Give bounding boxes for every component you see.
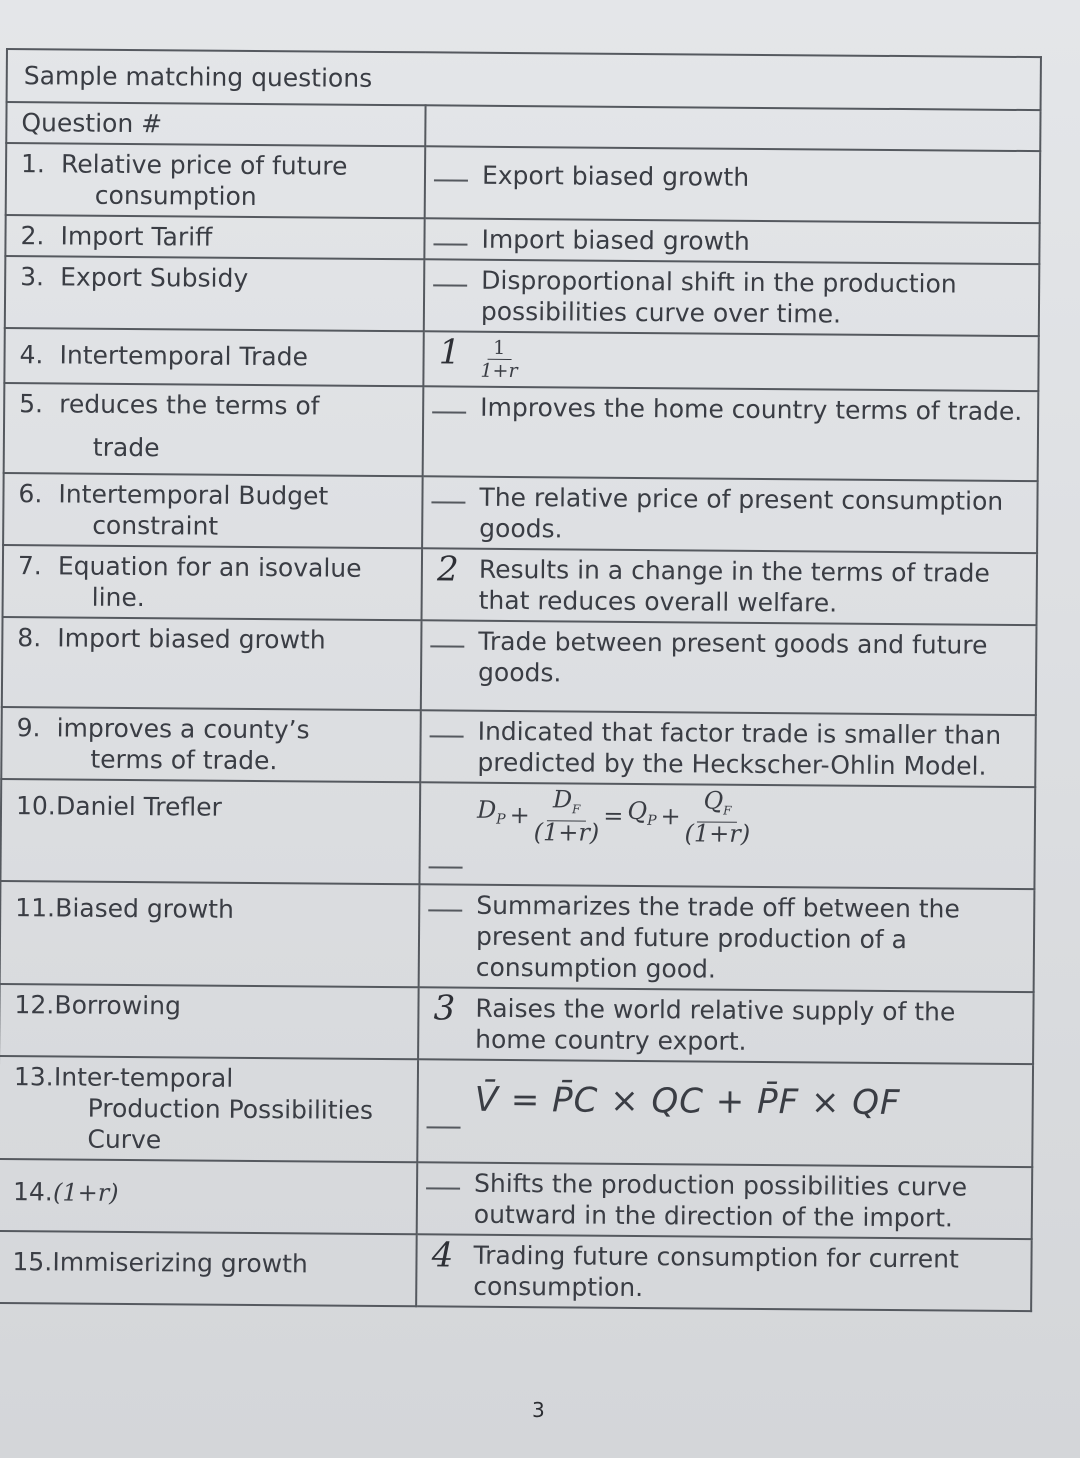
question-text-cont: trade [92,432,160,463]
question-text: (1+r) [52,1178,119,1207]
table-row [2,617,1037,715]
question-cell [3,545,423,620]
answer-cell [423,386,1039,481]
answer-blank[interactable] [434,159,468,181]
intertemporal-budget-equation: $D_P$ + $\frac{D_F}{(1+r)}$ = $Q_P$ + $\frac{Q_F}{(1+r)}$ [476,785,751,848]
table-row [0,984,1034,1064]
answer-blank[interactable] [431,481,465,503]
question-number: 7. [17,551,42,581]
answer-blank[interactable] [427,1106,461,1128]
question-text-cont: line. [91,582,145,613]
question-number: 2. [20,221,45,251]
title-row [7,49,1041,110]
question-text: improves a county’s [56,713,310,745]
answer-text: Results in a change in the terms of trade that reduces overall welfare. [478,554,990,618]
question-number: 9. [16,713,41,743]
question-text: Borrowing [54,990,182,1021]
answer-text: The relative price of present consumption goods. [479,482,1004,544]
answer-cell [423,331,1038,391]
answer-cell [417,1162,1033,1239]
question-text: Export Subsidy [60,262,249,293]
answer-cell [425,146,1041,223]
table-row [4,328,1038,391]
table-row [3,473,1038,553]
question-text: Intertemporal Trade [59,340,309,372]
answer-blank[interactable] [433,264,467,286]
isovalue-line-equation: V̄ = P̄C × QC + P̄F × QF [474,1079,901,1123]
answer-text: Indicated that factor trade is smaller than predicted by the Heckscher-Ohlin Model. [477,716,1002,781]
question-cell [0,1159,417,1234]
table-row [1,707,1036,787]
question-text-cont: consumption [94,180,257,211]
question-cell [0,779,420,884]
question-text: Daniel Trefler [55,791,222,822]
table-title: Sample matching questions [7,49,1041,110]
table-row [0,1159,1032,1239]
question-text: reduces the terms of [59,389,320,421]
table-row [4,383,1039,481]
question-text: Import biased growth [57,623,326,655]
fraction-one-over-one-plus-r: $\frac{1}{1+r}$ [480,336,518,383]
table-row [0,881,1034,992]
question-cell [5,215,424,259]
question-number: 4. [19,340,44,370]
question-cell [0,881,419,987]
answer-text: Export biased growth [481,160,750,192]
question-number: 5. [19,389,44,419]
answer-cell [422,548,1038,625]
table-row [0,1056,1033,1167]
answer-cell [419,782,1035,889]
answer-cell [420,710,1036,787]
answer-cell [424,218,1039,264]
answer-blank[interactable] [432,391,466,413]
table-row [5,256,1040,336]
question-number: 3. [20,262,45,292]
table-row [0,779,1035,889]
question-number: 14. [12,1177,53,1207]
answer-cell [424,259,1040,336]
question-number: 1. [20,149,46,179]
question-cell [0,984,419,1059]
question-text: Intertemporal Budget [58,479,329,511]
question-text: Biased growth [55,893,234,924]
answer-cell [422,476,1038,553]
question-cell [2,617,422,710]
table-row [3,545,1038,625]
handwritten-answer-mark[interactable]: 4 [431,1235,454,1276]
answer-text: Raises the world relative supply of the home country export. [475,993,956,1056]
question-number: 6. [18,479,43,509]
answer-cell [421,620,1037,715]
header-question-number: Question # [6,102,425,146]
question-text-cont: Production Possibilities Curve [87,1093,374,1155]
question-cell [5,256,425,331]
answer-blank[interactable] [426,1167,460,1189]
question-text: Inter-temporal [53,1062,234,1093]
page-number: 3 [532,1398,545,1422]
answer-text: Summarizes the trade off between the present and future production of a consumption good. [475,890,960,984]
question-number: 12. [14,990,55,1020]
question-number: 8. [17,623,42,653]
answer-blank[interactable] [430,715,464,737]
answer-text: Improves the home country terms of trade. [480,392,1023,426]
handwritten-answer-mark[interactable]: 3 [433,988,456,1029]
table-row [0,1231,1032,1311]
handwritten-answer-mark[interactable]: 1 [438,332,461,373]
question-number: 13. [13,1062,54,1092]
header-answer-col [425,105,1040,151]
answer-cell [417,1059,1033,1167]
question-cell [3,473,423,548]
answer-blank[interactable] [428,889,462,911]
question-text: Immiserizing growth [52,1247,308,1279]
handwritten-answer-mark[interactable]: 2 [436,549,459,590]
answer-text: Trade between present goods and future goods. [477,626,988,688]
question-text: Equation for an isovalue [57,551,362,583]
answer-text: Shifts the production possibilities curve outward in the direction of the import. [473,1168,968,1233]
question-cell [0,1056,418,1162]
answer-text: Import biased growth [481,224,750,256]
answer-cell [419,884,1035,992]
question-cell [0,1231,417,1306]
question-text-cont: terms of trade. [90,744,278,776]
question-text: Relative price of future [60,149,348,181]
question-cell [4,383,424,476]
question-cell [6,143,426,218]
table-row [6,143,1041,223]
question-cell [4,328,423,386]
question-number: 10. [15,791,56,821]
question-text: Import Tariff [60,221,213,252]
question-number: 11. [15,893,56,923]
question-number: 15. [12,1247,53,1277]
matching-table [0,48,1042,1312]
answer-blank[interactable] [433,223,467,245]
answer-text: Trading future consumption for current consumption. [473,1240,959,1303]
answer-blank[interactable] [430,625,464,647]
answer-blank[interactable] [429,846,463,868]
answer-cell [416,1234,1032,1311]
answer-cell [418,987,1034,1064]
question-cell [1,707,421,782]
answer-text: Disproportional shift in the production possibilities curve over time. [480,265,957,329]
question-text-cont: constraint [92,510,219,541]
